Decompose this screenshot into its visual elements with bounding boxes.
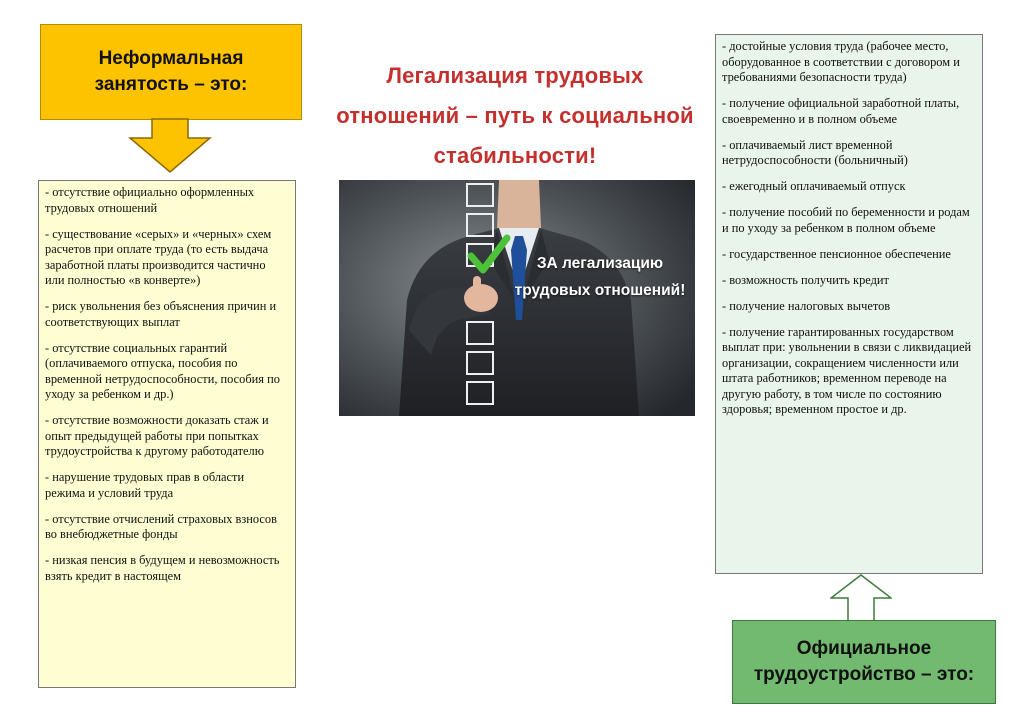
down-arrow-icon xyxy=(128,118,212,174)
list-item: - получение гарантированных государством выплат при: увольнении в связи с ликвидацией организации, сокращением численности или штата работников; временном переводе на другую работу, в том числе по состоянию здоровья; временном простое и др. xyxy=(722,324,972,416)
list-item: - возможность получить кредит xyxy=(722,272,889,287)
up-arrow-icon xyxy=(830,574,892,622)
list-item: - нарушение трудовых прав в области режима и условий труда xyxy=(45,470,245,500)
list-item: - отсутствие возможности доказать стаж и опыт предыдущей работы при попытках трудоустройства к другому работодателю xyxy=(45,413,269,458)
list-item: - получение официальной заработной платы, своевременно и в полном объеме xyxy=(722,96,960,126)
informal-employment-header xyxy=(40,24,302,120)
list-item: - низкая пенсия в будущем и невозможность взять кредит в настоящем xyxy=(45,553,280,583)
list-item: - получение пособий по беременности и родам и по уходу за ребенком в полном объеме xyxy=(722,205,970,235)
list-item: - риск увольнения без объяснения причин и соответствующих выплат xyxy=(45,299,277,329)
official-employment-header xyxy=(732,620,996,704)
list-item: - ежегодный оплачиваемый отпуск xyxy=(722,179,906,193)
informal-employment-header-text: Неформальная занятость – это: xyxy=(94,48,248,95)
official-employment-list xyxy=(715,34,983,574)
informal-employment-list xyxy=(38,180,296,688)
list-item: - достойные условия труда (рабочее место, оборудованное в соответствии с договором и требованиями безопасности труда) xyxy=(722,39,960,84)
list-item: - отсутствие отчислений страховых взносов во внебюджетные фонды xyxy=(45,511,277,541)
list-item: - оплачиваемый лист временной нетрудоспособности (больничный) xyxy=(722,137,908,167)
list-item: - отсутствие социальных гарантий (оплачиваемого отпуска, пособия по временной нетрудоспособности, пособия по уходу за ребенком и др.) xyxy=(45,340,280,401)
list-item: - отсутствие официально оформленных трудовых отношений xyxy=(45,185,255,215)
photo-caption: ЗА легализацию трудовых отношений! xyxy=(514,255,686,299)
official-employment-header-text: Официальное трудоустройство – это: xyxy=(753,638,975,685)
list-item: - государственное пенсионное обеспечение xyxy=(722,246,951,261)
list-item: - существование «серых» и «черных» схем расчетов при оплате труда (то есть выдача заработной платы производится частично или полностью «в конверте») xyxy=(45,226,272,287)
list-item: - получение налоговых вычетов xyxy=(722,298,891,313)
page-title: Легализация трудовых отношений – путь к социальной стабильности! xyxy=(336,63,694,168)
